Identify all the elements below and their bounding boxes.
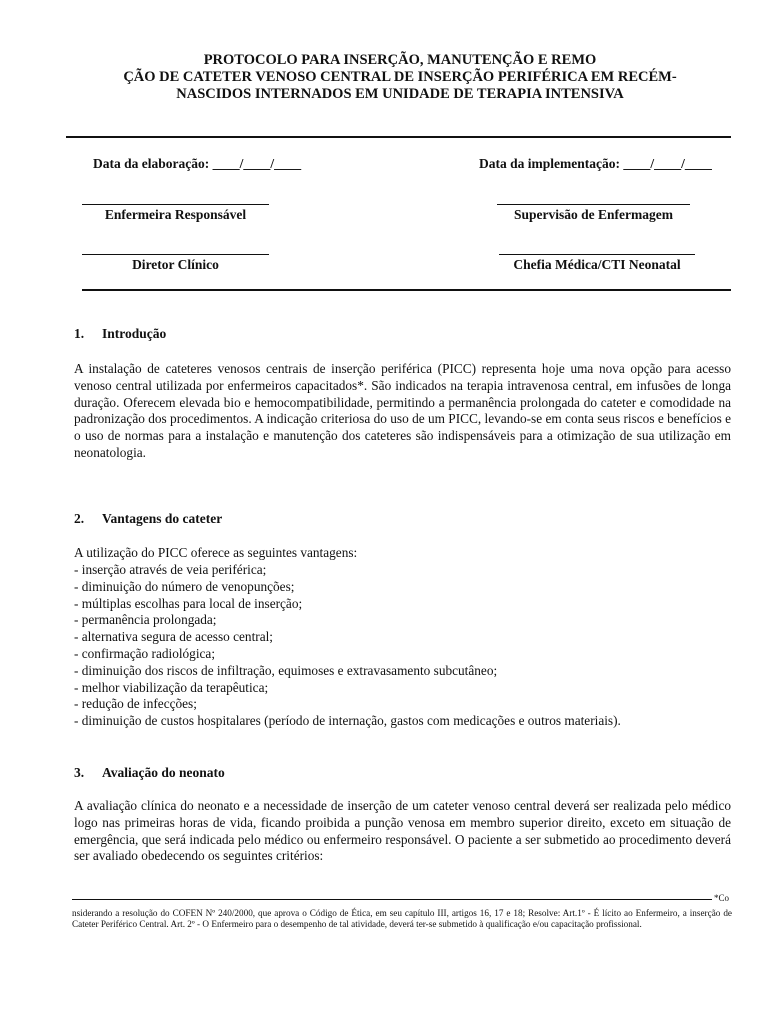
document-title <box>70 52 730 103</box>
signature-line-medical-chief <box>499 254 695 255</box>
signature-label-director: Diretor Clínico <box>132 257 219 272</box>
section-heading-introduction <box>74 326 166 342</box>
section-title: Vantagens do cateter <box>102 511 223 526</box>
section-number: 3. <box>74 765 85 780</box>
section-heading-neonate-evaluation <box>74 765 225 781</box>
list-item: - diminuição do número de venopunções; <box>74 578 295 594</box>
list-item: - confirmação radiológica; <box>74 645 216 661</box>
list-item: - diminuição de custos hospitalares (período de internação, gastos com medicações e outros materiais). <box>74 713 621 729</box>
footnote-mark: *Co <box>714 893 730 903</box>
signature-line-director <box>82 254 269 255</box>
list-item: - redução de infecções; <box>74 696 197 712</box>
signature-line-nurse <box>82 204 269 205</box>
section-title: Introdução <box>102 326 167 341</box>
elaboration-date: Data da elaboração: ____/____/____ <box>93 156 302 171</box>
list-item: - múltiplas escolhas para local de inserção; <box>74 595 303 611</box>
advantages-intro: A utilização do PICC oferece as seguintes vantagens: <box>74 545 358 560</box>
introduction-paragraph: A instalação de cateteres venosos centrais de inserção periférica (PICC) representa hoje uma nova opção para acesso venoso central utilizada por enfermeiros capacitados*. São indicados na terapia intravenosa central, em infusões de longa duração. Oferecem elevada bio e hemocompatibilidade, permitindo a permanência prolongada do cateter e comodidade na padronização dos procedimentos. A indicação criteriosa do uso de um PICC, levando-se em conta seus riscos e benefícios e o uso de normas para a instalação e manutenção dos cateteres são indispensáveis para a otimização de sua utilização em neonatologia. <box>74 361 731 460</box>
implementation-date: Data da implementação: ____/____/____ <box>479 156 712 171</box>
signature-label-medical-chief: Chefia Médica/CTI Neonatal <box>513 257 681 272</box>
title-line-3: NASCIDOS INTERNADOS EM UNIDADE DE TERAPIA INTENSIVA <box>176 86 624 102</box>
signature-line-supervision <box>497 204 690 205</box>
signature-divider <box>82 289 731 291</box>
section-number: 2. <box>74 511 85 526</box>
advantages-list <box>74 562 731 730</box>
section-title: Avaliação do neonato <box>102 765 225 780</box>
header-divider <box>66 136 731 138</box>
signature-label-supervision: Supervisão de Enfermagem <box>514 207 673 222</box>
signature-label-nurse: Enfermeira Responsável <box>104 207 247 222</box>
footnote-rule <box>72 899 712 900</box>
title-line-2: ÇÃO DE CATETER VENOSO CENTRAL DE INSERÇÃO PERIFÉRICA EM RECÉM- <box>123 69 677 85</box>
list-item: - melhor viabilização da terapêutica; <box>74 679 269 695</box>
list-item: - diminuição dos riscos de infiltração, equimoses e extravasamento subcutâneo; <box>74 662 498 678</box>
section-number: 1. <box>74 326 85 341</box>
list-item: - permanência prolongada; <box>74 612 217 628</box>
neonate-evaluation-paragraph: A avaliação clínica do neonato e a necessidade de inserção de um cateter venoso central deverá ser realizada pelo médico logo nas primeiras horas de vida, ficando proibida a punção venosa em membro superior direito, exceto em situação de emergência, que será indicada pelo médico ou enfermeiro responsável. O paciente a ser submetido ao procedimento deverá ser avaliado obedecendo os seguintes critérios: <box>74 798 731 864</box>
list-item: - alternativa segura de acesso central; <box>74 629 273 645</box>
section-heading-advantages <box>74 511 222 527</box>
footnote-text: nsiderando a resolução do COFEN Nº 240/2000, que aprova o Código de Ética, em seu capítulo III, artigos 16, 17 e 18; Resolve: Art.1º - É lícito ao Enfermeiro, a inserção de Cateter Periférico Central. Art. 2º - O Enfermeiro para o desempenho de tal atividade, deverá ter-se submetido à qualificação e/ou capacitação profissional. <box>72 908 732 929</box>
title-line-1: PROTOCOLO PARA INSERÇÃO, MANUTENÇÃO E REMO <box>203 52 597 68</box>
list-item: - inserção através de veia periférica; <box>74 562 267 577</box>
